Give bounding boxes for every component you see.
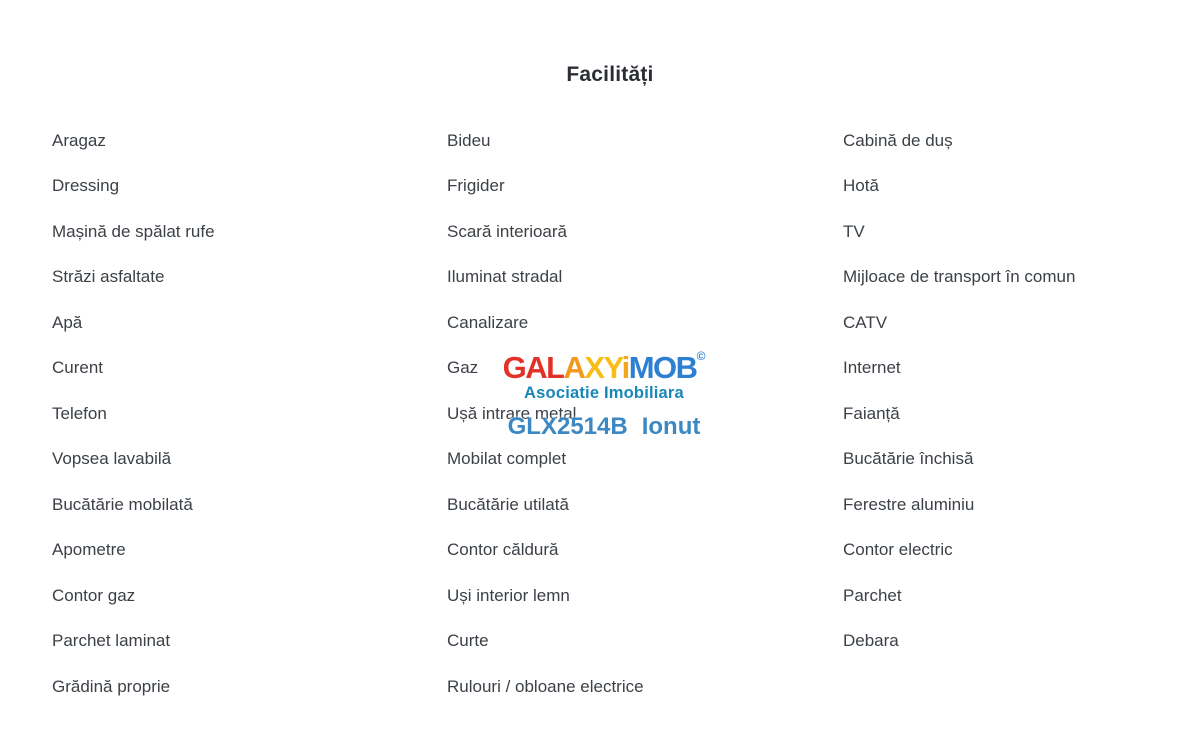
facility-item: Parchet [843, 585, 902, 605]
facilities-column-1 [52, 118, 447, 710]
agency-subtitle: Asociatie Imobiliara [524, 384, 684, 402]
logo-part-mob: MOB [628, 350, 697, 385]
facility-item: Bucătărie închisă [843, 449, 974, 469]
facility-item: Hotă [843, 176, 879, 196]
facility-item: Vopsea lavabilă [52, 449, 172, 469]
facility-item: Canalizare [447, 312, 529, 332]
facility-item: Contor gaz [52, 585, 136, 605]
listing-code: GLX2514B [507, 412, 628, 440]
facility-item: Iluminat stradal [447, 267, 563, 287]
trademark-icon: © [696, 349, 706, 363]
facility-item: Faianță [843, 403, 900, 423]
facility-item: Debara [843, 631, 899, 651]
facility-item: Curent [52, 358, 104, 378]
logo-part-a: A [563, 350, 585, 385]
facility-item: Parchet laminat [52, 631, 171, 651]
left-gutter [0, 118, 52, 710]
facility-item: Bideu [447, 130, 491, 150]
facility-item: Ferestre aluminiu [843, 494, 975, 514]
facility-item: CATV [843, 312, 888, 332]
facility-item: Contor căldură [447, 540, 559, 560]
facility-item: Gaz [447, 358, 479, 378]
page-title: Facilități [566, 63, 654, 86]
facility-item: Mijloace de transport în comun [843, 267, 1076, 287]
facility-item: Frigider [447, 176, 505, 196]
facility-item: Ușă intrare metal [447, 403, 577, 423]
logo-part-xy: XY [584, 350, 622, 385]
facility-item: Rulouri / obloane electrice [447, 676, 644, 696]
facility-item: Cabină de duș [843, 130, 953, 150]
facility-item: Uși interior lemn [447, 585, 570, 605]
facility-item: Dressing [52, 176, 120, 196]
agent-name: Ionut [641, 412, 701, 440]
facility-item: Aragaz [52, 130, 106, 150]
facility-item: Străzi asfaltate [52, 267, 165, 287]
facility-item: Apometre [52, 540, 126, 560]
facility-item: Grădină proprie [52, 676, 171, 696]
facility-item: Internet [843, 358, 901, 378]
facility-item: Apă [52, 312, 83, 332]
facilities-grid [0, 118, 1200, 710]
facilities-column-2 [447, 118, 843, 710]
facility-item: TV [843, 221, 865, 241]
facility-item: Mobilat complet [447, 449, 567, 469]
facility-item: Bucătărie utilată [447, 494, 569, 514]
facility-item: Bucătărie mobilată [52, 494, 193, 514]
facility-item: Mașină de spălat rufe [52, 221, 215, 241]
facility-item: Contor electric [843, 540, 953, 560]
facilities-column-3 [843, 118, 1200, 710]
facility-item: Telefon [52, 403, 107, 423]
logo-part-i: i [621, 350, 629, 385]
facility-item: Scară interioară [447, 221, 568, 241]
logo-part-gal: GAL [502, 350, 564, 385]
facility-item: Curte [447, 631, 489, 651]
